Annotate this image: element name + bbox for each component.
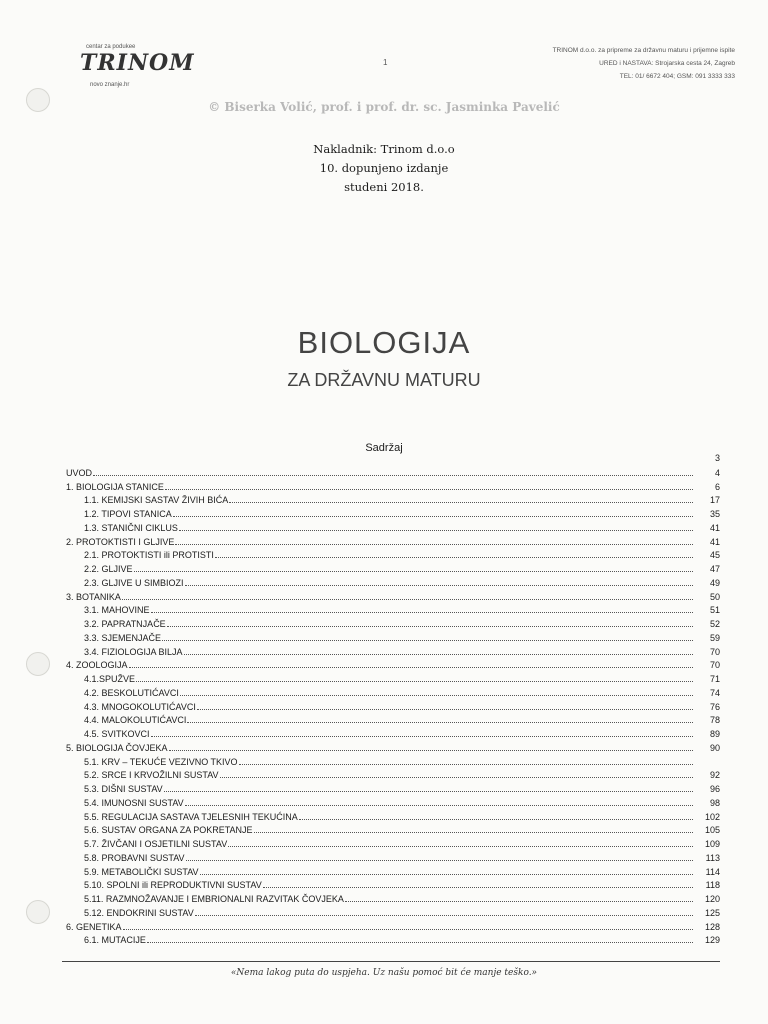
toc-entry-page: 51 (709, 605, 720, 616)
toc-entry (66, 768, 720, 782)
toc-entry (66, 933, 720, 947)
toc-entry-label: 5.2. SRCE I KRVOŽILNI SUSTAV (84, 770, 219, 781)
toc-entry-page: 90 (709, 742, 720, 753)
toc-dot-leader (164, 791, 693, 792)
toc-heading: Sadržaj (365, 442, 403, 454)
toc-entry (66, 905, 720, 919)
toc-entry-page: 118 (705, 880, 720, 891)
page-number: 1 (383, 58, 388, 67)
toc-entry-page: 4 (714, 467, 720, 478)
toc-entry-label: 5. BIOLOGIJA ČOVJEKA (66, 742, 168, 753)
toc-dot-leader (220, 777, 693, 778)
toc-entry-label: 3. BOTANIKA (66, 591, 121, 602)
binder-hole (26, 900, 50, 924)
toc-entry (66, 699, 720, 713)
toc-dot-leader (187, 722, 693, 723)
toc-entry-page: 6 (714, 481, 720, 492)
toc-entry-label: 5.11. RAZMNOŽAVANJE I EMBRIONALNI RAZVITAK ČOVJEKA (84, 894, 344, 904)
page-title: BIOLOGIJA (297, 325, 471, 360)
toc-dot-leader (345, 901, 693, 902)
toc-dot-leader (229, 502, 693, 503)
toc-entry-page: 96 (709, 784, 720, 794)
toc-entry-page: 98 (709, 797, 720, 808)
toc-entry-label: 2. PROTOKTISTI I GLJIVE (66, 536, 175, 547)
toc-entry-label: 5.8. PROBAVNI SUSTAV (84, 852, 185, 863)
toc-entry-page: 41 (709, 536, 720, 547)
toc-entry-page: 129 (704, 935, 720, 946)
toc-entry-page: 78 (709, 715, 720, 726)
toc-entry-label: 1.2. TIPOVI STANICA (84, 509, 172, 519)
toc-entry-label: 3.2. PAPRATNJAČE (84, 619, 166, 629)
toc-entry (66, 823, 720, 837)
toc-entry (66, 479, 720, 493)
toc-entry-label: 5.1. KRV – TEKUĆE VEZIVNO TKIVO (84, 756, 238, 767)
toc-dot-leader (175, 544, 693, 545)
toc-dot-leader (179, 530, 693, 531)
toc-dot-leader (165, 489, 693, 490)
company-info-line: TRINOM d.o.o. za pripreme za državnu maturu i prijemne ispite (552, 47, 735, 54)
toc-entry-label: 4.3. MNOGOKOLUTIĆAVCI (84, 701, 196, 712)
toc-entry (66, 671, 720, 685)
toc-entry (66, 795, 720, 809)
toc-entry (66, 493, 720, 507)
toc-entry-page: 114 (705, 866, 720, 877)
toc-dot-leader (169, 750, 693, 751)
toc-dot-leader (173, 516, 693, 517)
toc-dot-leader (136, 681, 693, 682)
toc-entry (66, 616, 720, 630)
toc-dot-leader (263, 887, 693, 888)
toc-entry-page: 70 (709, 646, 720, 657)
authors-line: © Biserka Volić, prof. i prof. dr. sc. Jasminka Pavelić (208, 100, 560, 114)
toc-entry (66, 603, 720, 617)
toc-entry (66, 919, 720, 933)
toc-entry (66, 575, 720, 589)
edition: 10. dopunjeno izdanje (319, 161, 449, 175)
toc-entry-label: 1. BIOLOGIJA STANICE (66, 481, 164, 492)
toc-entry-label: 4.4. MALOKOLUTIĆAVCI (84, 715, 187, 726)
toc-entry (66, 644, 720, 658)
toc-entry (66, 891, 720, 905)
toc-entry-page: 45 (709, 550, 720, 561)
toc-entry-page: 89 (709, 729, 720, 739)
toc-dot-leader (215, 557, 693, 558)
toc-entry-label: 5.10. SPOLNI ili REPRODUKTIVNI SUSTAV (84, 880, 262, 891)
toc-entry-page: 105 (704, 825, 720, 836)
toc-entry-label: 6. GENETIKA (66, 921, 122, 932)
toc-entry (66, 864, 720, 878)
footer-divider (62, 961, 720, 962)
company-info-line: TEL: 01/ 6672 404; GSM: 091 3333 333 (619, 73, 735, 80)
toc-entry-label: 5.9. METABOLIČKI SUSTAV (84, 866, 199, 877)
toc-entry (66, 836, 720, 850)
edition-date: studeni 2018. (344, 180, 424, 194)
toc-entry-page: 35 (709, 509, 720, 519)
toc-dot-leader (147, 942, 693, 943)
company-info-line: URED i NASTAVA: Strojarska cesta 24, Zagreb (599, 60, 735, 67)
toc-entry-label: 4.1.SPUŽVE (84, 674, 136, 684)
toc-dot-leader (129, 667, 693, 668)
toc-entry (66, 713, 720, 727)
toc-entry-label: 2.1. PROTOKTISTI ili PROTISTI (84, 550, 214, 561)
toc-entry-label: 5.3. DIŠNI SUSTAV (84, 784, 163, 794)
toc-dot-leader (197, 709, 693, 710)
toc-entry-page: 52 (709, 619, 720, 629)
footer-quote: «Nema lakog puta do uspjeha. Uz našu pomoć bit će manje teško.» (230, 968, 538, 978)
toc-dot-leader (228, 846, 693, 847)
toc-dot-leader (151, 736, 693, 737)
toc-dot-leader (180, 695, 693, 696)
toc-entry-page: 49 (709, 577, 720, 588)
toc-entry-label: 5.4. IMUNOSNI SUSTAV (84, 797, 184, 808)
toc-entry-page: 71 (709, 674, 720, 684)
toc-entry (66, 809, 720, 823)
publisher-block (0, 140, 768, 197)
toc-entry-label: 1.3. STANIČNI CIKLUS (84, 522, 178, 533)
toc-entry (66, 630, 720, 644)
toc-entry (66, 726, 720, 740)
toc-entry-page: 113 (705, 852, 720, 863)
toc-entry-page: 59 (709, 632, 720, 643)
toc-dot-leader (134, 571, 693, 572)
toc-entry (66, 685, 720, 699)
toc-entry-label: 3.3. SJEMENJAČE (84, 632, 162, 643)
toc-entry-page: 120 (704, 894, 720, 904)
toc-entry (66, 506, 720, 520)
toc-dot-leader (186, 860, 693, 861)
toc-entry-page: 47 (709, 564, 720, 574)
table-of-contents (66, 465, 720, 946)
toc-entry (66, 878, 720, 892)
toc-dot-leader (123, 929, 693, 930)
toc-entry-page: 17 (709, 495, 720, 506)
trinom-logo (72, 40, 195, 92)
toc-dot-leader (239, 764, 693, 765)
toc-entry-label: UVOD (66, 467, 93, 478)
toc-entry-page: 102 (704, 811, 720, 822)
toc-entry-label: 2.2. GLJIVE (84, 564, 133, 574)
toc-entry (66, 520, 720, 534)
toc-entry-page: 41 (709, 522, 720, 533)
toc-entry (66, 740, 720, 754)
toc-entry-label: 3.1. MAHOVINE (84, 605, 150, 616)
toc-dot-leader (185, 805, 693, 806)
logo-subline: novo znanje.hr (90, 82, 130, 88)
toc-entry-label: 2.3. GLJIVE U SIMBIOZI (84, 577, 184, 588)
toc-top-page: 3 (714, 453, 720, 463)
toc-entry (66, 548, 720, 562)
toc-entry (66, 850, 720, 864)
publisher-name: Nakladnik: Trinom d.o.o (313, 142, 455, 156)
toc-dot-leader (184, 654, 693, 655)
toc-dot-leader (200, 874, 693, 875)
logo-tagline: centar za podukee (86, 44, 136, 50)
toc-entry-label: 3.4. FIZIOLOGIJA BILJA (84, 646, 183, 657)
toc-entry (66, 561, 720, 575)
page-subtitle: ZA DRŽAVNU MATURU (287, 370, 481, 390)
toc-entry (66, 465, 720, 479)
toc-entry-label: 5.6. SUSTAV ORGANA ZA POKRETANJE (84, 825, 253, 836)
toc-dot-leader (93, 475, 693, 476)
toc-entry (66, 754, 720, 768)
toc-entry (66, 781, 720, 795)
toc-dot-leader (254, 832, 693, 833)
toc-entry-page: 128 (704, 921, 720, 932)
toc-entry-label: 5.7. ŽIVČANI I OSJETILNI SUSTAV (84, 839, 228, 849)
toc-entry-page: 109 (704, 839, 720, 849)
binder-hole (26, 652, 50, 676)
toc-dot-leader (299, 819, 693, 820)
toc-dot-leader (167, 626, 693, 627)
toc-entry-page: 50 (709, 591, 720, 602)
toc-entry-page: 74 (709, 687, 720, 698)
toc-entry (66, 589, 720, 603)
logo-wordmark: TRINOM (80, 50, 195, 76)
toc-entry-label: 5.12. ENDOKRINI SUSTAV (84, 907, 194, 918)
toc-entry-label: 1.1. KEMIJSKI SASTAV ŽIVIH BIĆA (84, 495, 229, 506)
toc-entry-page: 92 (709, 770, 720, 781)
toc-dot-leader (122, 599, 693, 600)
toc-entry (66, 658, 720, 672)
toc-entry-label: 4. ZOOLOGIJA (66, 660, 128, 671)
toc-entry-label: 6.1. MUTACIJE (84, 935, 146, 946)
toc-entry (66, 534, 720, 548)
toc-dot-leader (151, 612, 693, 613)
toc-dot-leader (162, 640, 693, 641)
toc-entry-label: 4.5. SVITKOVCI (84, 729, 150, 739)
toc-entry-page: 70 (709, 660, 720, 671)
toc-dot-leader (195, 915, 693, 916)
toc-dot-leader (185, 585, 693, 586)
toc-entry-page: 76 (709, 701, 720, 712)
toc-entry-label: 5.5. REGULACIJA SASTAVA TJELESNIH TEKUĆINA (84, 811, 298, 822)
company-info (445, 44, 735, 83)
toc-entry-label: 4.2. BESKOLUTIĆAVCI (84, 687, 179, 698)
toc-entry-page: 125 (704, 907, 720, 918)
